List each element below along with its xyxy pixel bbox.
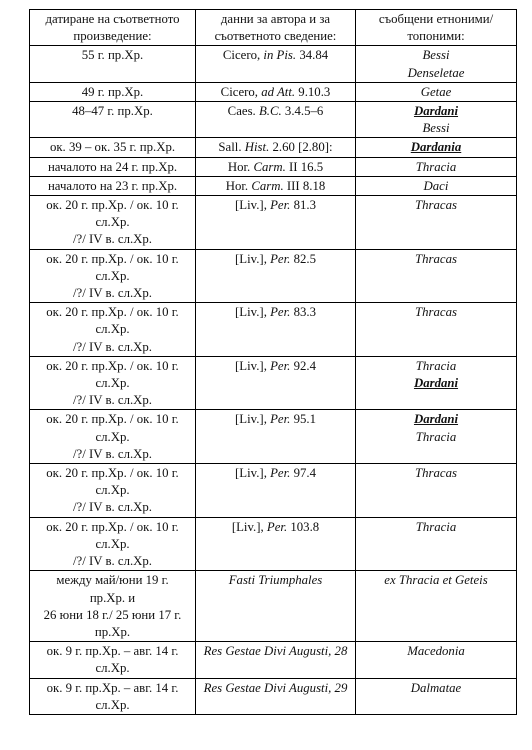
date-line: /?/ IV в. сл.Хр. xyxy=(72,554,152,569)
table-row xyxy=(30,176,517,195)
date-cell xyxy=(30,464,196,518)
passage-ref: 81.3 xyxy=(290,198,316,213)
separator: , xyxy=(263,198,271,213)
table-row xyxy=(30,303,517,357)
work-title: Per. xyxy=(270,412,291,427)
author-name: Cicero xyxy=(222,48,257,63)
ethnonym: Daci xyxy=(423,178,449,193)
ethnonym: Dardania xyxy=(410,140,462,155)
date-line: сл.Хр. xyxy=(95,536,130,551)
table-row xyxy=(30,464,517,518)
header-author-data: данни за автора и за съответното сведение: xyxy=(196,10,356,46)
date-line: сл.Хр. xyxy=(95,697,130,712)
date-cell xyxy=(30,102,196,138)
separator: , xyxy=(260,519,267,534)
work-title: Fasti Triumphales xyxy=(228,573,323,588)
date-line: /?/ IV в. сл.Хр. xyxy=(72,393,152,408)
work-title: ad Att. xyxy=(261,84,296,99)
date-line: 55 г. пр.Хр. xyxy=(81,48,144,63)
work-title: Res Gestae Divi Augusti, 29 xyxy=(203,680,348,695)
date-cell xyxy=(30,571,196,642)
passage-ref: 97.4 xyxy=(290,466,316,481)
table-body xyxy=(30,46,517,715)
separator: , xyxy=(254,84,262,99)
table-row xyxy=(30,249,517,303)
ethnonym: Thracas xyxy=(415,198,457,213)
table-row xyxy=(30,82,517,101)
author-name: [Liv.] xyxy=(235,305,264,320)
author-name: [Liv.] xyxy=(235,412,264,427)
date-line: началото на 24 г. пр.Хр. xyxy=(47,159,178,174)
header-ethnonyms: съобщени етноними/ топоними: xyxy=(356,10,517,46)
author-name: [Liv.] xyxy=(235,251,264,266)
sources-table xyxy=(29,9,517,715)
table-row xyxy=(30,138,517,157)
date-line: 48–47 г. пр.Хр. xyxy=(72,104,153,119)
date-line: ок. 20 г. пр.Хр. / ок. 10 г. xyxy=(46,466,179,481)
ethnonym: Dardani xyxy=(413,376,459,391)
source-cell xyxy=(196,82,356,101)
work-title: Per. xyxy=(270,198,291,213)
ethnonym-cell xyxy=(356,102,517,138)
separator: , xyxy=(257,48,264,63)
author-name: [Liv.] xyxy=(235,198,264,213)
date-line: ок. 20 г. пр.Хр. / ок. 10 г. xyxy=(46,305,179,320)
date-line: 49 г. пр.Хр. xyxy=(81,84,144,99)
ethnonym-cell xyxy=(356,138,517,157)
table-row xyxy=(30,517,517,571)
ethnonym: Thracia xyxy=(415,519,457,534)
author-name: Caes. xyxy=(227,104,256,119)
passage-ref: 95.1 xyxy=(290,412,316,427)
date-line: между май/юни 19 г. xyxy=(56,573,169,588)
date-line: /?/ IV в. сл.Хр. xyxy=(72,446,152,461)
date-line: ок. 20 г. пр.Хр. / ок. 10 г. xyxy=(46,358,179,373)
ethnonym: Thracia xyxy=(415,159,457,174)
header-dating: датиране на съответното произведение: xyxy=(30,10,196,46)
work-title: Carm. xyxy=(253,159,286,174)
ethnonym-cell xyxy=(356,464,517,518)
separator: , xyxy=(263,251,271,266)
date-cell xyxy=(30,678,196,714)
table-row xyxy=(30,196,517,250)
source-cell xyxy=(196,517,356,571)
ethnonym: Denseletae xyxy=(407,65,465,80)
passage-ref: 34.84 xyxy=(296,48,329,63)
separator: , xyxy=(263,412,271,427)
source-cell xyxy=(196,46,356,82)
source-cell xyxy=(196,176,356,195)
date-line: пр.Хр. и xyxy=(89,590,136,605)
work-title: Res Gestae Divi Augusti, 28 xyxy=(203,644,348,659)
author-name: [Liv.] xyxy=(231,519,261,534)
table-header-row xyxy=(30,10,517,46)
passage-ref: 92.4 xyxy=(290,358,316,373)
date-line: ок. 9 г. пр.Хр. – авг. 14 г. xyxy=(46,680,179,695)
source-cell xyxy=(196,102,356,138)
source-cell xyxy=(196,249,356,303)
date-line: ок. 20 г. пр.Хр. / ок. 10 г. xyxy=(46,412,179,427)
source-cell xyxy=(196,464,356,518)
ethnonym-cell xyxy=(356,303,517,357)
source-cell xyxy=(196,138,356,157)
work-title: Per. xyxy=(270,251,291,266)
date-line: пр.Хр. xyxy=(94,624,131,639)
ethnonym-cell xyxy=(356,678,517,714)
passage-ref: 103.8 xyxy=(287,519,320,534)
table-row xyxy=(30,356,517,410)
date-line: сл.Хр. xyxy=(95,483,130,498)
author-name: Sall. xyxy=(218,140,242,155)
ethnonym: Thracia xyxy=(415,358,457,373)
date-cell xyxy=(30,82,196,101)
source-cell xyxy=(196,196,356,250)
table-row xyxy=(30,642,517,678)
ethnonym-cell xyxy=(356,249,517,303)
table-row xyxy=(30,678,517,714)
ethnonym: Bessi xyxy=(422,48,450,63)
passage-ref: 82.5 xyxy=(290,251,316,266)
ethnonym: Bessi xyxy=(422,121,450,136)
author-name: Hor. xyxy=(225,178,249,193)
source-cell xyxy=(196,410,356,464)
source-cell xyxy=(196,678,356,714)
passage-ref: 9.10.3 xyxy=(295,84,331,99)
work-title: Per. xyxy=(270,358,291,373)
date-line: /?/ IV в. сл.Хр. xyxy=(72,500,152,515)
date-line: сл.Хр. xyxy=(95,268,130,283)
work-title: Per. xyxy=(270,305,291,320)
date-line: сл.Хр. xyxy=(95,429,130,444)
ethnonym: Dalmatae xyxy=(410,680,462,695)
work-title: Hist. xyxy=(244,140,270,155)
source-cell xyxy=(196,356,356,410)
date-line: ок. 20 г. пр.Хр. / ок. 10 г. xyxy=(46,251,179,266)
date-line: /?/ IV в. сл.Хр. xyxy=(72,339,152,354)
work-title: Per. xyxy=(266,519,288,534)
ethnonym: Thracia xyxy=(415,429,457,444)
source-cell xyxy=(196,157,356,176)
date-cell xyxy=(30,176,196,195)
ethnonym-cell xyxy=(356,82,517,101)
separator: , xyxy=(263,466,271,481)
date-line: сл.Хр. xyxy=(95,661,130,676)
passage-ref: III 8.18 xyxy=(283,178,326,193)
ethnonym-cell xyxy=(356,642,517,678)
author-name: [Liv.] xyxy=(235,358,264,373)
separator: , xyxy=(263,358,271,373)
date-line: /?/ IV в. сл.Хр. xyxy=(72,232,152,247)
date-cell xyxy=(30,517,196,571)
source-cell xyxy=(196,642,356,678)
ethnonym-cell xyxy=(356,517,517,571)
ethnonym: ex Thracia et Geteis xyxy=(384,573,488,588)
source-cell xyxy=(196,303,356,357)
date-line: ок. 20 г. пр.Хр. / ок. 10 г. xyxy=(46,198,179,213)
ethnonym-cell xyxy=(356,196,517,250)
table-row xyxy=(30,410,517,464)
source-cell xyxy=(196,571,356,642)
date-line: сл.Хр. xyxy=(95,376,130,391)
author-name: Cicero xyxy=(220,84,255,99)
ethnonym-cell xyxy=(356,157,517,176)
date-line: ок. 9 г. пр.Хр. – авг. 14 г. xyxy=(46,644,179,659)
work-title: B.C. xyxy=(258,104,282,119)
ethnonym: Macedonia xyxy=(407,644,465,659)
ethnonym-cell xyxy=(356,571,517,642)
passage-ref: 2.60 [2.80]: xyxy=(269,140,333,155)
table-row xyxy=(30,46,517,82)
ethnonym-cell xyxy=(356,410,517,464)
date-cell xyxy=(30,410,196,464)
date-cell xyxy=(30,249,196,303)
date-cell xyxy=(30,303,196,357)
table-row xyxy=(30,157,517,176)
work-title: Carm. xyxy=(251,178,284,193)
author-name: Hor. xyxy=(227,159,251,174)
ethnonym: Thracas xyxy=(415,466,457,481)
date-line: сл.Хр. xyxy=(95,215,130,230)
passage-ref: 3.4.5–6 xyxy=(281,104,324,119)
date-line: ок. 39 – ок. 35 г. пр.Хр. xyxy=(49,140,176,155)
date-cell xyxy=(30,642,196,678)
author-name: [Liv.] xyxy=(235,466,264,481)
ethnonym: Dardani xyxy=(413,412,459,427)
date-line: /?/ IV в. сл.Хр. xyxy=(72,286,152,301)
date-cell xyxy=(30,157,196,176)
passage-ref: II 16.5 xyxy=(285,159,324,174)
work-title: Per. xyxy=(270,466,291,481)
date-line: 26 юни 18 г./ 25 юни 17 г. xyxy=(43,607,182,622)
ethnonym-cell xyxy=(356,356,517,410)
date-line: сл.Хр. xyxy=(95,322,130,337)
date-line: началото на 23 г. пр.Хр. xyxy=(47,178,178,193)
date-cell xyxy=(30,356,196,410)
date-cell xyxy=(30,46,196,82)
separator: , xyxy=(263,305,271,320)
passage-ref: 83.3 xyxy=(290,305,316,320)
date-cell xyxy=(30,138,196,157)
work-title: in Pis. xyxy=(263,48,297,63)
table-row xyxy=(30,571,517,642)
ethnonym-cell xyxy=(356,46,517,82)
ethnonym: Getae xyxy=(420,84,452,99)
ethnonym: Thracas xyxy=(415,251,457,266)
date-cell xyxy=(30,196,196,250)
ethnonym: Thracas xyxy=(415,305,457,320)
table-row xyxy=(30,102,517,138)
ethnonym: Dardani xyxy=(413,104,459,119)
ethnonym-cell xyxy=(356,176,517,195)
date-line: ок. 20 г. пр.Хр. / ок. 10 г. xyxy=(46,519,179,534)
